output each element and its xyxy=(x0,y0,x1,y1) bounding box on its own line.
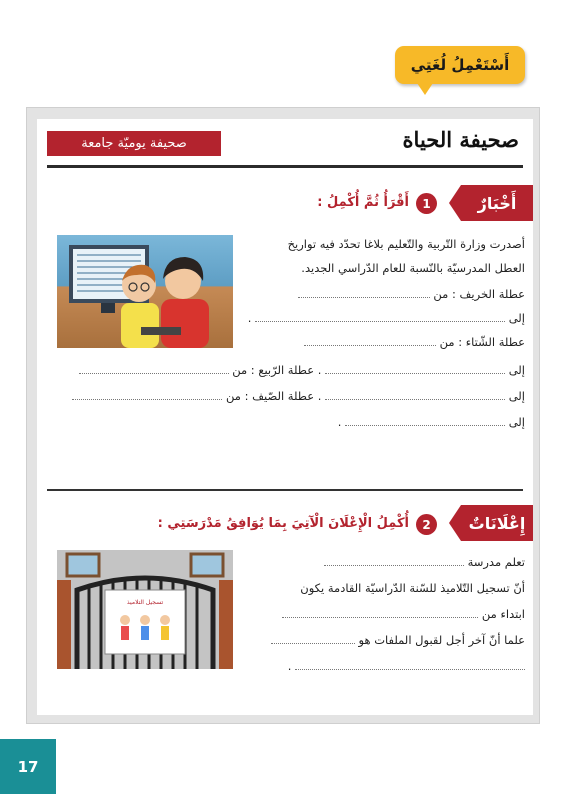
masthead-rule xyxy=(47,165,523,168)
start-date-line xyxy=(282,607,525,621)
exercise-instruction-2: أُكْمِلُ الْإِعْلَانَ الْآتِيَ بِمَا يُوَافِقُ مَدْرَسَتِي : xyxy=(157,516,409,531)
winter-holiday-line xyxy=(304,335,525,349)
winter-label: عطلة الشّتاء : من xyxy=(439,335,525,349)
to-label: إلى xyxy=(508,311,525,325)
winter-to-spring-line xyxy=(79,363,525,377)
badge-label: أَسْتَعْمِلُ لُغَتِي xyxy=(410,56,510,74)
to-label: إلى xyxy=(508,415,525,429)
summer-to-line: إلى . xyxy=(337,415,525,429)
deadline-continue-line: . xyxy=(288,659,525,673)
news-text-line-1: أصدرت وزارة التّربية والتّعليم بلاغا تحدّد فيه تواريخ xyxy=(287,237,525,251)
news-heading-label: أَخْبَارٌ xyxy=(477,193,517,213)
summer-label: . عطلة الصّيف : من xyxy=(226,389,322,403)
announcements-heading-label: إِعْلَانَاتٌ xyxy=(468,513,526,533)
to-label: إلى xyxy=(508,389,525,403)
autumn-blank[interactable] xyxy=(298,288,430,298)
children-computer-illustration xyxy=(57,235,233,348)
to-label: إلى xyxy=(508,363,525,377)
autumn-to-blank[interactable] xyxy=(255,312,505,322)
summer-blank[interactable] xyxy=(72,390,222,400)
deadline-label: علما أنّ آخر أجل لقبول الملفات هو xyxy=(358,633,525,647)
start-label: ابتداء من xyxy=(481,607,525,621)
exercise-number-2: 2 xyxy=(416,514,437,535)
spring-to-summer-line xyxy=(72,389,525,403)
autumn-holiday-line xyxy=(298,287,525,301)
spring-label: . عطلة الرّبيع : من xyxy=(232,363,322,377)
deadline-line xyxy=(271,633,525,647)
poster-text: تسجيل التلاميذ xyxy=(126,599,164,606)
newspaper-title: صحيفة الحياة xyxy=(402,127,519,152)
school-gate-illustration xyxy=(57,550,233,669)
section-separator xyxy=(47,489,523,491)
section-badge xyxy=(395,46,525,84)
spring-blank[interactable] xyxy=(79,364,229,374)
summer-to-blank[interactable] xyxy=(345,416,505,426)
school-blank[interactable] xyxy=(324,556,464,566)
deadline-blank[interactable] xyxy=(271,634,355,644)
deadline-continue-blank[interactable] xyxy=(295,660,525,670)
school-line xyxy=(324,555,525,569)
autumn-to-line: إلى . xyxy=(247,311,525,325)
newspaper-page xyxy=(37,119,533,715)
start-blank[interactable] xyxy=(282,608,478,618)
exercise-number-1: 1 xyxy=(416,193,437,214)
winter-to-blank[interactable] xyxy=(325,364,505,374)
school-label: تعلم مدرسة xyxy=(467,555,525,569)
page-number: 17 xyxy=(0,739,56,794)
exercise-instruction-1: أَقْرَأُ ثُمَّ أُكْمِلُ : xyxy=(317,195,409,210)
registration-line: أنّ تسجيل التّلاميذ للسّنة الدّراسيّة القادمة يكون xyxy=(300,581,525,595)
newspaper-frame xyxy=(26,107,540,724)
newspaper-subtitle: صحيفة يوميّة جامعة xyxy=(47,131,221,156)
news-text-line-2: العطل المدرسيّة بالنّسبة للعام الدّراسي الجديد. xyxy=(301,261,525,275)
spring-to-blank[interactable] xyxy=(325,390,505,400)
winter-blank[interactable] xyxy=(304,336,436,346)
announcements-heading xyxy=(461,505,533,541)
news-heading xyxy=(461,185,533,221)
autumn-label: عطلة الخريف : من xyxy=(433,287,525,301)
